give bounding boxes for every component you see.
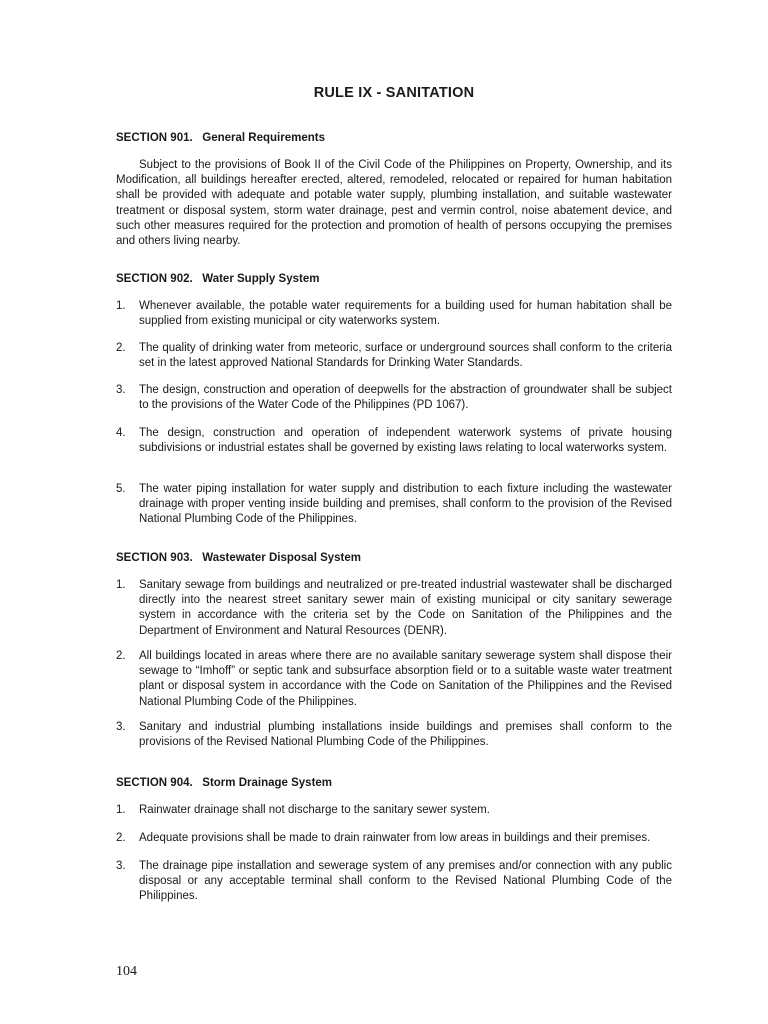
list-item xyxy=(116,803,672,818)
list-item-number: 4. xyxy=(116,427,126,439)
list-item-text: Sanitary sewage from buildings and neutralized or pre-treated industrial wastewater shall be discharged directly into the nearest street sanitary sewer main of existing municipal or city sanitary sewerage system in accordance with the criteria set by the Code on Sanitation of the Philippines and the Department of Environment and Natural Resources (DENR). xyxy=(139,579,672,637)
list-item-text: The design, construction and operation of independent waterwork systems of private housing subdivisions or industrial estates shall be governed by existing laws relating to local waterworks system. xyxy=(139,427,672,455)
list-item-number: 1. xyxy=(116,804,126,816)
section-902-heading: SECTION 902. Water Supply System xyxy=(116,273,320,285)
section-901-heading: SECTION 901. General Requirements xyxy=(116,132,325,144)
page-number: 104 xyxy=(116,964,137,979)
list-item-text: All buildings located in areas where there are no available sanitary sewerage system shall dispose their sewage to “Imhoff” or septic tank and subsurface absorption field or to a suitable waste water treatment plant or disposal system in accordance with the Code on Sanitation of the Philippines and the Revised National Plumbing Code of the Philippines. xyxy=(139,650,672,708)
list-item-number: 2. xyxy=(116,832,126,844)
list-item-number: 1. xyxy=(116,579,126,591)
list-item-text: The design, construction and operation of deepwells for the abstraction of groundwater shall be subject to the provisions of the Water Code of the Philippines (PD 1067). xyxy=(139,384,672,412)
list-item xyxy=(116,831,672,846)
list-item-text: Adequate provisions shall be made to drain rainwater from low areas in buildings and their premises. xyxy=(139,832,651,844)
list-item-text: Whenever available, the potable water requirements for a building used for human habitation shall be supplied from existing municipal or city waterworks system. xyxy=(139,300,672,328)
list-item-text: The drainage pipe installation and sewerage system of any premises and/or connection with any public disposal or any acceptable terminal shall conform to the Revised National Plumbing Code of the Philippines. xyxy=(139,860,672,903)
list-item xyxy=(116,482,672,528)
list-item-number: 1. xyxy=(116,300,126,312)
list-item-number: 3. xyxy=(116,860,126,872)
page-title: RULE IX - SANITATION xyxy=(313,85,475,101)
list-item-number: 3. xyxy=(116,721,126,733)
list-item-text: The quality of drinking water from meteoric, surface or underground sources shall conform to the criteria set in the latest approved National Standards for Drinking Water Standards. xyxy=(139,342,672,370)
section-903-heading: SECTION 903. Wastewater Disposal System xyxy=(116,552,361,564)
list-item xyxy=(116,859,672,905)
list-item-text: Rainwater drainage shall not discharge to the sanitary sewer system. xyxy=(139,804,490,816)
list-item-number: 5. xyxy=(116,483,126,495)
section-901-paragraph: Subject to the provisions of Book II of the Civil Code of the Philippines on Property, Ownership, and its Modification, all buildings hereafter erected, altered, remodeled, relocated or repaired for human habitation shall be provided with adequate and potable water supply, plumbing installation, and suitable wastewater treatment or disposal system, storm water drainage, pest and vermin control, noise abatement device, and such other measures required for the protection and promotion of health of persons occupying the premises and others living nearby. xyxy=(116,159,672,248)
list-item xyxy=(116,299,672,329)
list-item-text: The water piping installation for water supply and distribution to each fixture including the wastewater drainage with proper venting inside building and premises, shall conform to the provision of the Revised National Plumbing Code of the Philippines. xyxy=(139,483,672,526)
document-page xyxy=(116,0,672,1024)
list-item-number: 2. xyxy=(116,342,126,354)
list-item xyxy=(116,578,672,639)
list-item xyxy=(116,720,672,750)
list-item xyxy=(116,426,672,456)
list-item xyxy=(116,649,672,710)
list-item-text: Sanitary and industrial plumbing installations inside buildings and premises shall conform to the provisions of the Revised National Plumbing Code of the Philippines. xyxy=(139,721,672,749)
list-item xyxy=(116,341,672,371)
section-904-heading: SECTION 904. Storm Drainage System xyxy=(116,777,333,789)
list-item-number: 3. xyxy=(116,384,126,396)
list-item xyxy=(116,383,672,413)
list-item-number: 2. xyxy=(116,650,126,662)
